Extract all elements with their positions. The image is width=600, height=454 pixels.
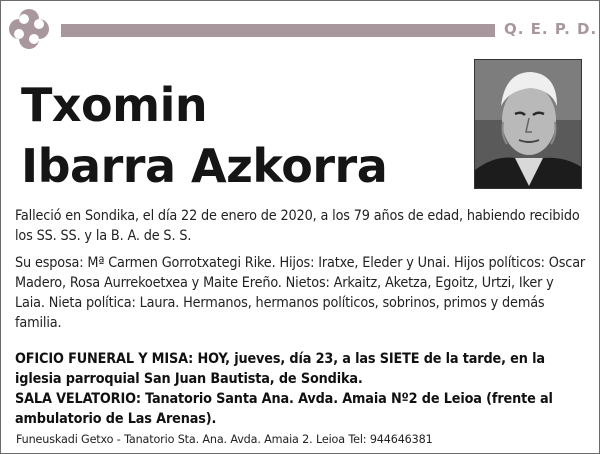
- deceased-surnames: Ibarra Azkorra: [21, 139, 388, 193]
- wake-details: SALA VELATORIO: Tanatorio Santa Ana. Avda. Amaia Nº2 de Leioa (frente al ambulatorio de Las Arenas).: [15, 391, 553, 427]
- lauburu-icon: [7, 7, 51, 51]
- portrait-illustration: [475, 60, 582, 189]
- header-rule: [61, 24, 495, 37]
- family-list: Su esposa: Mª Carmen Gorrotxategi Rike. Hijos: Iratxe, Eleder y Unai. Hijos políticos: Oscar Madero, Rosa Aurrekoetxea y Maite Ereño. Nietos: Arkaitz, Aketza, Egoitz, Urtzi, Iker y Laia. Nieta política: Laura. Hermanos, hermanos políticos, sobrinos, primos y demás familia.: [15, 255, 586, 331]
- rip-label: Q. E. P. D.: [504, 20, 598, 38]
- funeral-home-footer: Funeuskadi Getxo - Tanatorio Sta. Ana. Avda. Amaia 2. Leioa Tel: 944646381: [16, 433, 433, 446]
- portrait-photo: [474, 59, 582, 189]
- funeral-details: OFICIO FUNERAL Y MISA: HOY, jueves, día 23, a las SIETE de la tarde, en la iglesia parroquial San Juan Bautista, de Sondika.: [15, 351, 545, 387]
- death-announcement: Falleció en Sondika, el día 22 de enero de 2020, a los 79 años de edad, habiendo recibido los SS. SS. y la B. A. de S. S.: [15, 208, 580, 244]
- deceased-first-name: Txomin: [21, 78, 208, 132]
